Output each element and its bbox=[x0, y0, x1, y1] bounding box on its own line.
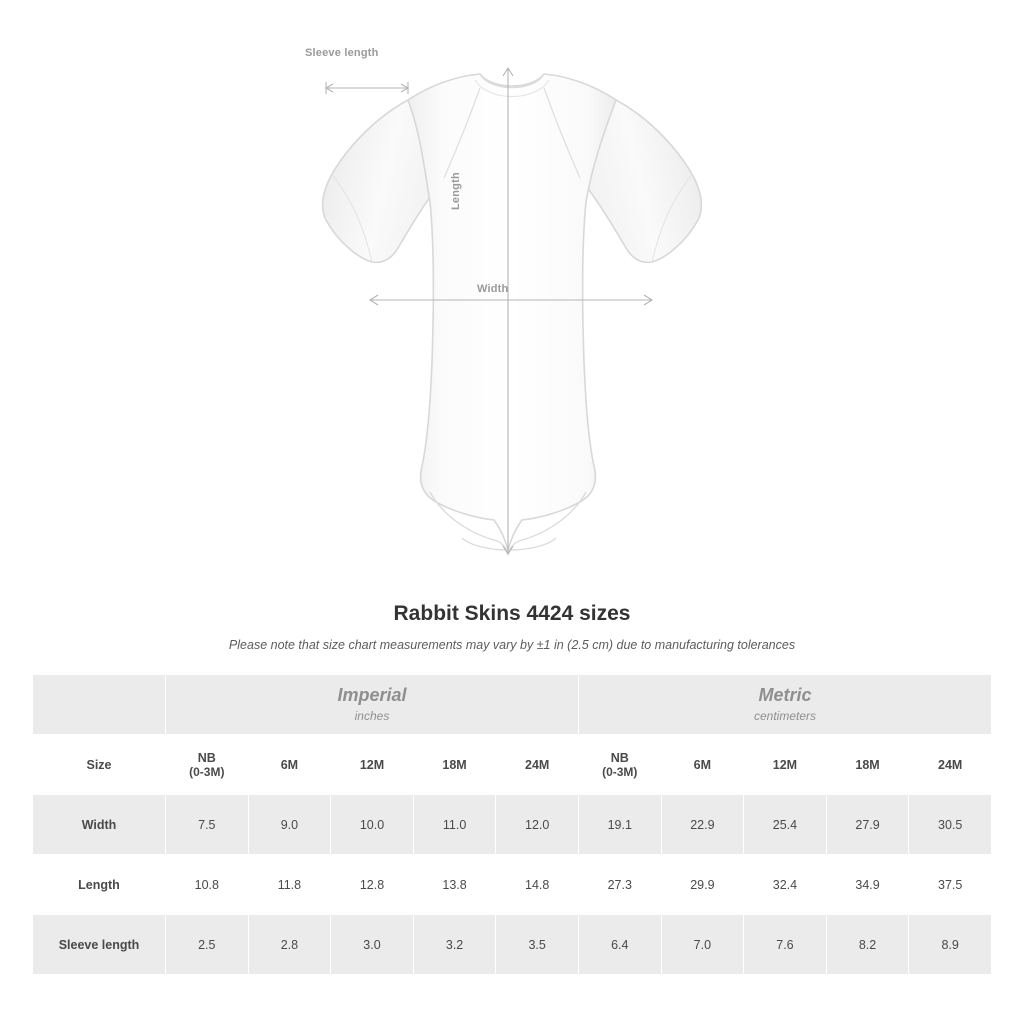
cell-width-nb-imperial: 7.5 bbox=[166, 795, 249, 855]
baby-bodysuit-illustration bbox=[312, 62, 712, 557]
cell-sleeve-nb-imperial: 2.5 bbox=[166, 915, 249, 975]
cell-length-12m-metric: 32.4 bbox=[744, 855, 827, 915]
page-title: Rabbit Skins 4424 sizes bbox=[393, 602, 631, 625]
table-corner-cell bbox=[33, 675, 166, 735]
cell-length-24m-metric: 37.5 bbox=[909, 855, 992, 915]
cell-length-6m-imperial: 11.8 bbox=[248, 855, 331, 915]
cell-sleeve-24m-imperial: 3.5 bbox=[496, 915, 579, 975]
cell-width-24m-metric: 30.5 bbox=[909, 795, 992, 855]
column-header-sub: (0-3M) bbox=[189, 764, 225, 779]
cell-width-nb-metric: 19.1 bbox=[578, 795, 661, 855]
cell-sleeve-12m-metric: 7.6 bbox=[744, 915, 827, 975]
column-header-label: NB bbox=[197, 750, 216, 765]
table-row bbox=[33, 915, 992, 975]
cell-length-18m-metric: 34.9 bbox=[826, 855, 909, 915]
cell-sleeve-12m-imperial: 3.0 bbox=[331, 915, 414, 975]
column-header-nb-metric bbox=[578, 735, 661, 795]
sleeve-length-dimension bbox=[326, 82, 408, 94]
unit-group-metric bbox=[578, 675, 991, 735]
column-header-label: NB bbox=[610, 750, 629, 765]
cell-sleeve-18m-metric: 8.2 bbox=[826, 915, 909, 975]
cell-length-24m-imperial: 14.8 bbox=[496, 855, 579, 915]
size-header: Size bbox=[33, 735, 166, 795]
column-header-6m-metric: 6M bbox=[661, 735, 744, 795]
column-header-6m-imperial: 6M bbox=[248, 735, 331, 795]
column-header-18m-imperial: 18M bbox=[413, 735, 496, 795]
cell-length-6m-metric: 29.9 bbox=[661, 855, 744, 915]
cell-length-nb-metric: 27.3 bbox=[578, 855, 661, 915]
tolerance-note: Please note that size chart measurements may vary by ±1 in (2.5 cm) due to manufacturing tolerances bbox=[228, 638, 796, 652]
column-header-12m-imperial: 12M bbox=[331, 735, 414, 795]
unit-group-metric-sub: centimeters bbox=[753, 708, 816, 723]
cell-width-12m-metric: 25.4 bbox=[744, 795, 827, 855]
unit-group-imperial-sub: inches bbox=[354, 708, 390, 723]
cell-sleeve-nb-metric: 6.4 bbox=[578, 915, 661, 975]
row-label-width: Width bbox=[33, 795, 166, 855]
sleeve-length-label: Sleeve length bbox=[305, 47, 379, 59]
column-header-12m-metric: 12M bbox=[744, 735, 827, 795]
column-header-row bbox=[33, 735, 992, 795]
cell-sleeve-24m-metric: 8.9 bbox=[909, 915, 992, 975]
cell-length-nb-imperial: 10.8 bbox=[166, 855, 249, 915]
column-header-24m-imperial: 24M bbox=[496, 735, 579, 795]
unit-header-row bbox=[33, 675, 992, 735]
column-header-sub: (0-3M) bbox=[602, 764, 638, 779]
row-label-sleeve-length: Sleeve length bbox=[33, 915, 166, 975]
cell-width-24m-imperial: 12.0 bbox=[496, 795, 579, 855]
column-header-24m-metric: 24M bbox=[909, 735, 992, 795]
cell-width-6m-metric: 22.9 bbox=[661, 795, 744, 855]
title-block bbox=[0, 602, 1024, 652]
cell-width-6m-imperial: 9.0 bbox=[248, 795, 331, 855]
table-row bbox=[33, 855, 992, 915]
cell-length-12m-imperial: 12.8 bbox=[331, 855, 414, 915]
unit-group-imperial-name: Imperial bbox=[337, 685, 407, 706]
cell-width-12m-imperial: 10.0 bbox=[331, 795, 414, 855]
cell-sleeve-6m-metric: 7.0 bbox=[661, 915, 744, 975]
length-label: Length bbox=[450, 172, 462, 210]
size-chart-table-wrapper bbox=[32, 674, 992, 975]
unit-group-imperial bbox=[166, 675, 579, 735]
size-chart-table bbox=[32, 674, 992, 975]
cell-length-18m-imperial: 13.8 bbox=[413, 855, 496, 915]
cell-sleeve-6m-imperial: 2.8 bbox=[248, 915, 331, 975]
column-header-18m-metric: 18M bbox=[826, 735, 909, 795]
cell-sleeve-18m-imperial: 3.2 bbox=[413, 915, 496, 975]
cell-width-18m-imperial: 11.0 bbox=[413, 795, 496, 855]
unit-group-metric-name: Metric bbox=[758, 685, 812, 706]
width-label: Width bbox=[477, 283, 509, 295]
column-header-nb-imperial bbox=[166, 735, 249, 795]
row-label-length: Length bbox=[33, 855, 166, 915]
cell-width-18m-metric: 27.9 bbox=[826, 795, 909, 855]
table-row bbox=[33, 795, 992, 855]
